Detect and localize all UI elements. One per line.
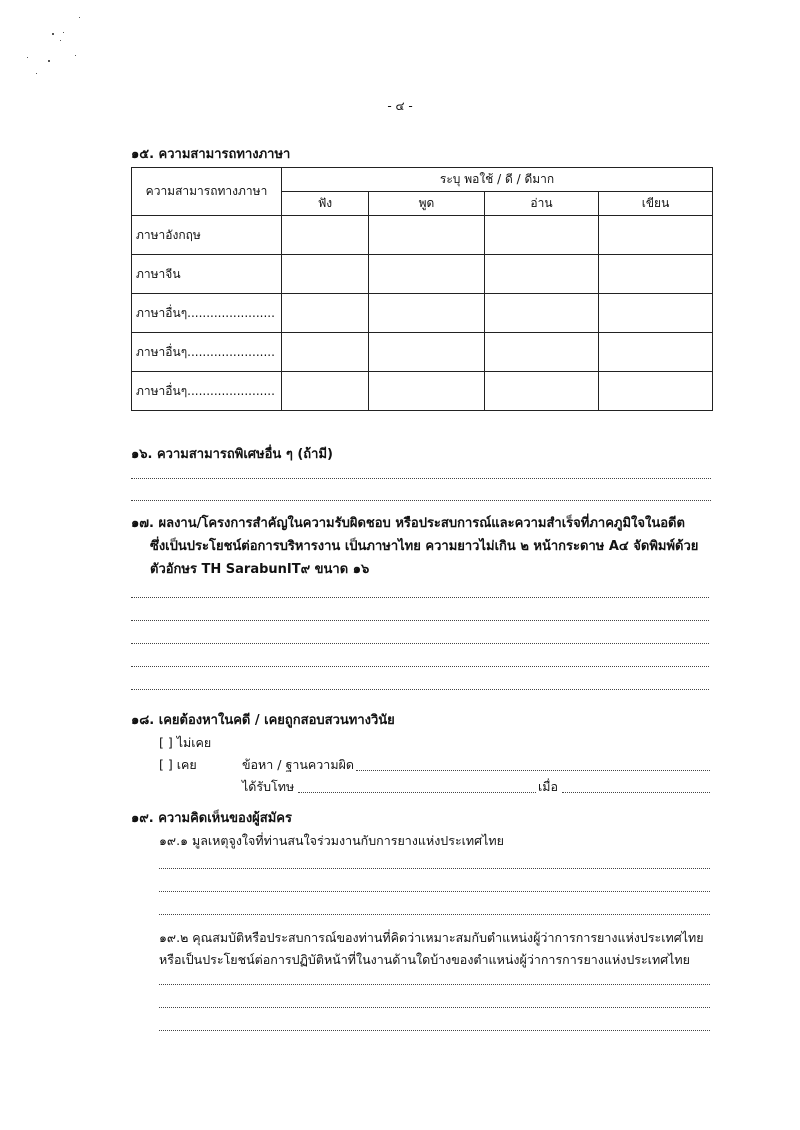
- table-row: [132, 372, 713, 411]
- when-label: เมื่อ: [538, 779, 559, 794]
- section16-title: ๑๖. ความสามารถพิเศษอื่น ๆ (ถ้ามี): [131, 447, 333, 462]
- table-row: [132, 216, 713, 255]
- cell-other1-read[interactable]: [485, 294, 599, 333]
- section15-title: ๑๕. ความสามารถทางภาษา: [131, 147, 291, 162]
- cell-english-read[interactable]: [485, 216, 599, 255]
- cell-other1-write[interactable]: [599, 294, 713, 333]
- cell-english-write[interactable]: [599, 216, 713, 255]
- charge-label: ข้อหา / ฐานความผิด: [242, 757, 355, 772]
- ever-label: เคย: [176, 757, 197, 772]
- section17-answer-line[interactable]: [131, 597, 709, 598]
- cell-other1-listen[interactable]: [282, 294, 369, 333]
- cell-other3-read[interactable]: [485, 372, 599, 411]
- table-row: [132, 333, 713, 372]
- section17-answer-line[interactable]: [131, 620, 709, 621]
- cell-chinese-speak[interactable]: [369, 255, 485, 294]
- q19-1-answer-line[interactable]: [159, 914, 710, 915]
- q19-2-answer-line[interactable]: [159, 1007, 710, 1008]
- row-label-chinese: ภาษาจีน: [132, 255, 282, 294]
- table-row: [132, 255, 713, 294]
- row-label-other-language[interactable]: ภาษาอื่นๆ.......................: [132, 333, 282, 372]
- charge-input-line[interactable]: [356, 770, 710, 771]
- cell-english-speak[interactable]: [369, 216, 485, 255]
- section16-answer-line[interactable]: [131, 478, 711, 479]
- section17-answer-line[interactable]: [131, 666, 709, 667]
- cell-english-listen[interactable]: [282, 216, 369, 255]
- q19-1-answer-line[interactable]: [159, 891, 710, 892]
- cell-other3-listen[interactable]: [282, 372, 369, 411]
- ever-checkbox[interactable]: [ ]: [159, 757, 173, 772]
- cell-chinese-read[interactable]: [485, 255, 599, 294]
- language-ability-table: [131, 167, 713, 411]
- rating-group-header: ระบุ พอใช้ / ดี / ดีมาก: [282, 168, 713, 192]
- row-label-other-language[interactable]: ภาษาอื่นๆ.......................: [132, 372, 282, 411]
- q19-2-answer-line[interactable]: [159, 1030, 710, 1031]
- section17-answer-line[interactable]: [131, 643, 709, 644]
- q19-1-answer-line[interactable]: [159, 868, 710, 869]
- row-label-english: ภาษาอังกฤษ: [132, 216, 282, 255]
- penalty-input-line[interactable]: [298, 792, 536, 793]
- when-input-line[interactable]: [562, 792, 710, 793]
- table-row: [132, 294, 713, 333]
- section16-answer-line[interactable]: [131, 500, 711, 501]
- section17-title-line3: ตัวอักษร TH SarabunIT๙ ขนาด ๑๖: [150, 562, 370, 577]
- q19-2-answer-line[interactable]: [159, 984, 710, 985]
- q19-2-text-line1: ๑๙.๒ คุณสมบัติหรือประสบการณ์ของท่านที่คิดว่าเหมาะสมกับตำแหน่งผู้ว่าการการยางแห่งประเทศไทย: [159, 930, 704, 945]
- cell-other2-write[interactable]: [599, 333, 713, 372]
- column-header-speak: พูด: [369, 192, 485, 216]
- page-number: - ๔ -: [387, 99, 413, 113]
- cell-other3-speak[interactable]: [369, 372, 485, 411]
- section17-title-line1: ๑๗. ผลงาน/โครงการสำคัญในความรับผิดชอบ หรือประสบการณ์และความสำเร็จที่ภาคภูมิใจในอดีต: [131, 516, 685, 531]
- corner-header: ความสามารถทางภาษา: [132, 168, 282, 216]
- penalty-label: ได้รับโทษ: [242, 779, 295, 794]
- column-header-write: เขียน: [599, 192, 713, 216]
- never-label: ไม่เคย: [176, 735, 212, 750]
- section17-answer-line[interactable]: [131, 689, 709, 690]
- q19-2-text-line2: หรือเป็นประโยชน์ต่อการปฏิบัติหน้าที่ในงานด้านใดบ้างของตำแหน่งผู้ว่าการการยางแห่งประเทศไทย: [159, 952, 690, 967]
- option-never[interactable]: [159, 733, 211, 753]
- cell-other1-speak[interactable]: [369, 294, 485, 333]
- q19-1-text: ๑๙.๑ มูลเหตุจูงใจที่ท่านสนใจร่วมงานกับการยางแห่งประเทศไทย: [159, 833, 504, 848]
- cell-other2-speak[interactable]: [369, 333, 485, 372]
- section19-title: ๑๙. ความคิดเห็นของผู้สมัคร: [131, 811, 292, 826]
- cell-chinese-write[interactable]: [599, 255, 713, 294]
- row-label-other-language[interactable]: ภาษาอื่นๆ.......................: [132, 294, 282, 333]
- column-header-read: อ่าน: [485, 192, 599, 216]
- section18-title: ๑๘. เคยต้องหาในคดี / เคยถูกสอบสวนทางวินัย: [131, 713, 395, 728]
- column-header-listen: ฟัง: [282, 192, 369, 216]
- cell-other3-write[interactable]: [599, 372, 713, 411]
- section17-title-line2: ซึ่งเป็นประโยชน์ต่อการบริหารงาน เป็นภาษาไทย ความยาวไม่เกิน ๒ หน้ากระดาษ A๔ จัดพิมพ์ด้วย: [150, 539, 699, 554]
- never-checkbox[interactable]: [ ]: [159, 735, 173, 750]
- cell-other2-listen[interactable]: [282, 333, 369, 372]
- option-ever[interactable]: [159, 755, 197, 775]
- cell-other2-read[interactable]: [485, 333, 599, 372]
- cell-chinese-listen[interactable]: [282, 255, 369, 294]
